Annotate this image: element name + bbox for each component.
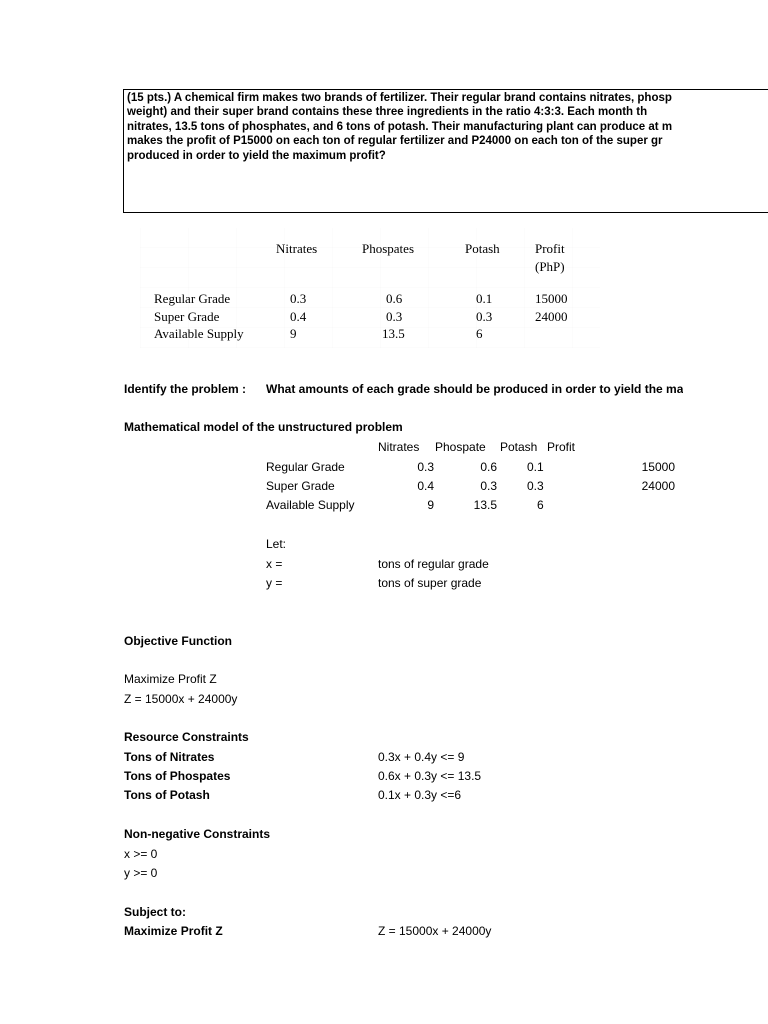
cell-value: 0.3 — [290, 291, 307, 306]
nonneg-title: Non-negative Constraints — [124, 827, 271, 841]
x-variable-label: x = — [266, 557, 283, 571]
model-header-nitrates: Nitrates — [378, 440, 420, 454]
subject-expr: Z = 15000x + 24000y — [378, 924, 492, 938]
cell-value: 0.4 — [290, 309, 307, 324]
header-profit-unit: (PhP) — [535, 259, 565, 274]
nonneg-x: x >= 0 — [124, 847, 158, 861]
model-row-label-supply: Available Supply — [266, 498, 355, 512]
row-label-regular: Regular Grade — [154, 291, 231, 306]
model-cell: 15000 — [641, 460, 675, 474]
cell-value: 6 — [476, 326, 483, 341]
problem-line: makes the profit of P15000 on each ton of regular fertilizer and P24000 on each ton of the super gr — [127, 135, 663, 148]
problem-line: (15 pts.) A chemical firm makes two brands of fertilizer. Their regular brand contains nitrates, phosp — [127, 92, 672, 104]
objective-line2: Z = 15000x + 24000y — [124, 692, 238, 706]
subject-label: Maximize Profit Z — [124, 924, 223, 938]
model-cell: 0.3 — [480, 479, 497, 493]
problem-line: produced in order to yield the maximum profit? — [127, 149, 386, 162]
model-header-potash: Potash — [500, 440, 538, 454]
model-title: Mathematical model of the unstructured problem — [124, 420, 403, 434]
x-variable-desc: tons of regular grade — [378, 557, 489, 571]
row-label-supply: Available Supply — [154, 326, 244, 341]
model-cell: 0.6 — [480, 460, 497, 474]
header-nitrates: Nitrates — [276, 241, 318, 256]
y-variable-label: y = — [266, 576, 283, 590]
model-header-profit: Profit — [547, 440, 576, 454]
let-label: Let: — [266, 537, 287, 551]
cell-value: 0.6 — [386, 291, 403, 306]
cell-value: 0.3 — [476, 309, 493, 324]
header-phosphates: Phospates — [362, 241, 414, 256]
constraint-label-nitrates: Tons of Nitrates — [124, 750, 215, 764]
constraint-label-phosphates: Tons of Phospates — [124, 769, 231, 783]
header-profit: Profit — [535, 241, 565, 256]
identify-label: Identify the problem : — [124, 382, 247, 396]
cell-value: 0.3 — [386, 309, 403, 324]
model-row-label-regular: Regular Grade — [266, 460, 345, 474]
objective-title: Objective Function — [124, 634, 233, 648]
constraint-expr-phosphates: 0.6x + 0.3y <= 13.5 — [378, 769, 482, 783]
constraint-expr-potash: 0.1x + 0.3y <=6 — [378, 788, 462, 802]
cell-value: 0.1 — [476, 291, 493, 306]
resource-title: Resource Constraints — [124, 730, 249, 744]
problem-statement — [127, 91, 672, 163]
model-cell: 6 — [537, 498, 544, 512]
cell-value: 15000 — [535, 291, 568, 306]
model-cell: 0.4 — [417, 479, 434, 493]
data-table-image — [140, 228, 600, 348]
model-cell: 0.1 — [527, 460, 544, 474]
cell-value: 9 — [290, 326, 297, 341]
model-cell: 9 — [427, 498, 434, 512]
model-row-label-super: Super Grade — [266, 479, 335, 493]
model-header-phosphate: Phospate — [435, 440, 486, 454]
constraint-label-potash: Tons of Potash — [124, 788, 210, 802]
problem-box — [123, 89, 768, 213]
model-cell: 0.3 — [527, 479, 544, 493]
header-potash: Potash — [465, 241, 500, 256]
problem-line: weight) and their super brand contains these three ingredients in the ratio 4:3:3. Each month th — [127, 106, 648, 119]
model-cell: 0.3 — [417, 460, 434, 474]
objective-line1: Maximize Profit Z — [124, 672, 217, 686]
subject-title: Subject to: — [124, 905, 186, 919]
y-variable-desc: tons of super grade — [378, 576, 482, 590]
model-cell: 24000 — [641, 479, 675, 493]
identify-text: What amounts of each grade should be produced in order to yield the ma — [266, 382, 684, 396]
nonneg-y: y >= 0 — [124, 866, 158, 880]
model-cell: 13.5 — [473, 498, 497, 512]
row-label-super: Super Grade — [154, 309, 220, 324]
problem-line: nitrates, 13.5 tons of phosphates, and 6 tons of potash. Their manufacturing plant can produce at m — [127, 120, 673, 133]
constraint-expr-nitrates: 0.3x + 0.4y <= 9 — [378, 750, 465, 764]
cell-value: 24000 — [535, 309, 568, 324]
cell-value: 13.5 — [382, 326, 405, 341]
